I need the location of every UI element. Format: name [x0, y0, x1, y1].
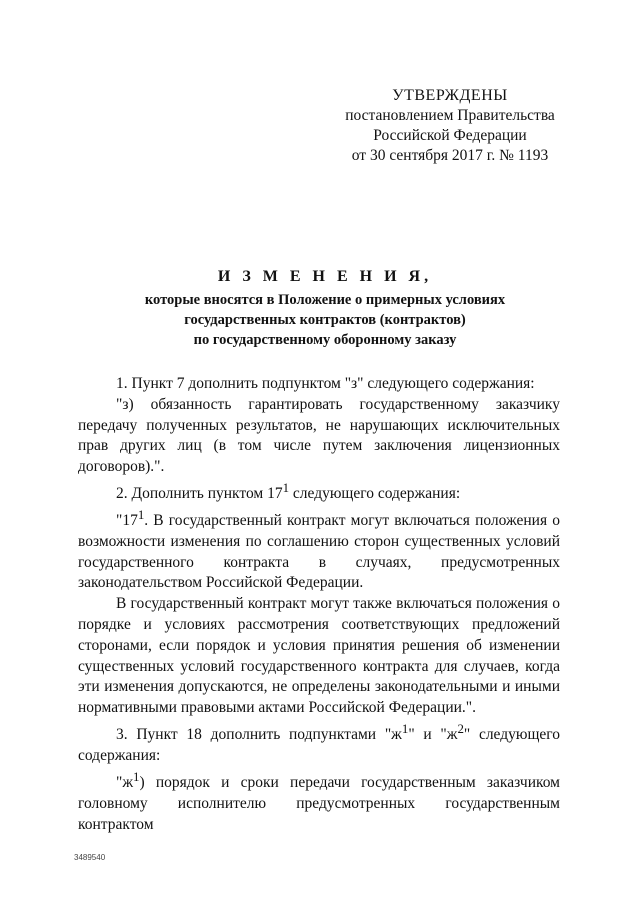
paragraph-4 — [78, 505, 560, 594]
paragraph-6-text-c: " следующего содержания: — [78, 726, 560, 765]
document-title: И З М Е Н Е Н И Я, — [217, 268, 433, 285]
paragraph-4-text-a: "17 — [116, 512, 138, 530]
paragraph-4-text-b: . В государственный контракт могут включаться положения о возможности изменения по соглашению сторон существенных условий государственного контракта в случаях, предусмотренных законодательством Российской Федерации. — [78, 512, 560, 592]
title-line-2: государственных контрактов (контрактов) — [184, 312, 466, 328]
paragraph-6-text-b: " и "ж — [408, 726, 458, 744]
superscript-one-b: 1 — [137, 506, 145, 522]
paragraph-3 — [78, 478, 560, 505]
superscript-one: 1 — [282, 479, 290, 495]
approval-line-3: от 30 сентября 2017 г. № 1193 — [351, 147, 549, 164]
paragraph-2-text: "з) обязанность гарантировать государственному заказчику передачу полученных результатов, не нарушающих исключительных прав других лиц (в том числе путем заключения лицензионных договоров).". — [78, 395, 560, 476]
paragraph-3-text-b: следующего содержания: — [289, 485, 461, 503]
paragraph-7-text-a: "ж — [116, 773, 134, 791]
paragraph-3-text-a: 2. Дополнить пунктом 17 — [116, 485, 283, 503]
paragraph-6 — [78, 719, 560, 767]
paragraph-5-text: В государственный контракт могут также включаться положения о порядке и условиях рассмотрения соответствующих предложений сторонами, если порядок и условия принятия решения об изменении существенных условий государственного контракта для случаев, когда эти изменения допускаются, не определены законодательными и иными нормативными правовыми актами Российской Федерации.". — [78, 595, 560, 717]
approval-heading: УТВЕРЖДЕНЫ — [392, 87, 508, 104]
paragraph-6-text-a: 3. Пункт 18 дополнить подпунктами "ж — [116, 726, 402, 744]
document-body — [78, 374, 560, 835]
paragraph-2 — [78, 395, 560, 478]
paragraph-7-text-b: ) порядок и сроки передачи государственным заказчиком головному исполнителю предусмотренных государственным контрактом — [78, 773, 560, 833]
paragraph-5 — [78, 594, 560, 719]
superscript-one-d: 1 — [133, 768, 140, 784]
paragraph-1-text: 1. Пункт 7 дополнить подпунктом "з" следующего содержания: — [116, 375, 535, 392]
title-line-1: которые вносятся в Положение о примерных условиях — [144, 292, 506, 308]
superscript-two: 2 — [457, 721, 464, 737]
title-line-3: по государственному оборонному заказу — [193, 332, 457, 348]
paragraph-1 — [78, 374, 560, 395]
document-title-block — [90, 266, 560, 350]
superscript-one-c: 1 — [401, 721, 409, 737]
approval-line-2: Российской Федерации — [373, 127, 527, 144]
paragraph-7 — [78, 767, 560, 836]
footer-document-code: 3489540 — [74, 853, 106, 862]
approval-stamp — [330, 86, 570, 166]
approval-line-1: постановлением Правительства — [345, 107, 555, 124]
